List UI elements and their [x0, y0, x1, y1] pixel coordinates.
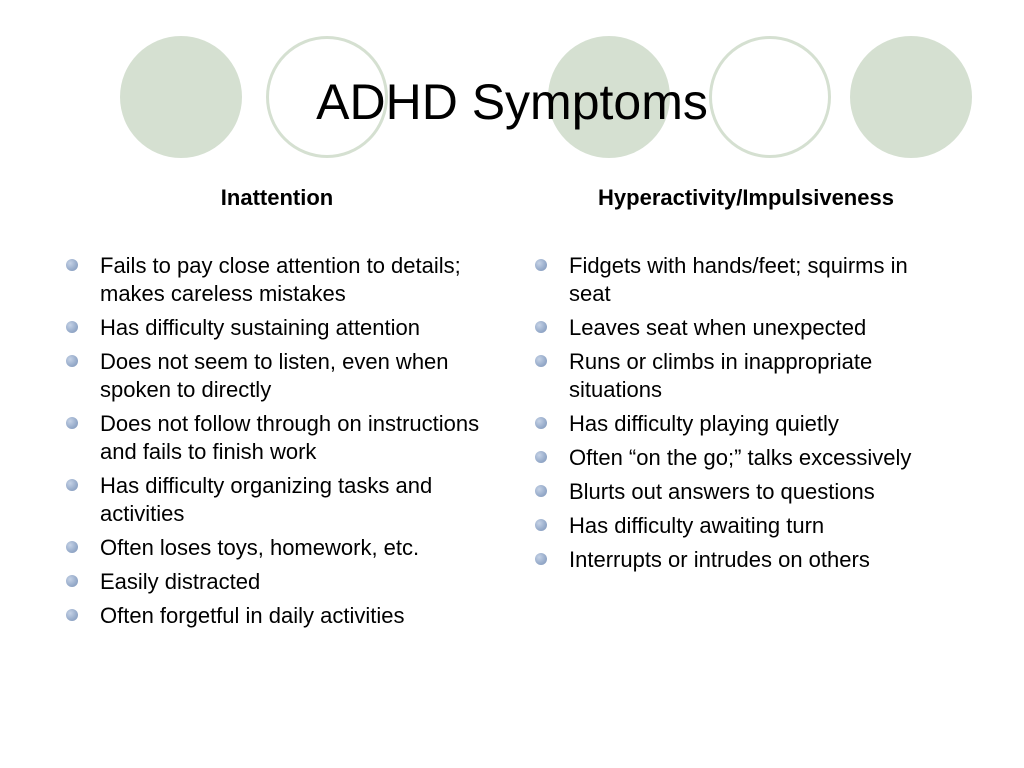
list-item [535, 314, 955, 342]
bullet-icon [66, 355, 78, 367]
list-item-text: Has difficulty playing quietly [569, 411, 839, 436]
hyperactivity-list [535, 252, 955, 580]
list-item [66, 472, 506, 528]
bullet-icon [535, 553, 547, 565]
slide-title: ADHD Symptoms [316, 74, 708, 130]
list-item-text: Often loses toys, homework, etc. [100, 535, 420, 560]
list-item [66, 410, 506, 466]
list-item-text: Does not follow through on instructions and fails to finish work [100, 411, 480, 464]
bullet-icon [66, 259, 78, 271]
list-item [66, 602, 506, 630]
bullet-icon [535, 417, 547, 429]
list-item [66, 314, 506, 342]
list-item [66, 252, 506, 308]
bullet-icon [535, 451, 547, 463]
hyperactivity-heading: Hyperactivity/Impulsiveness [598, 185, 894, 210]
list-item-text: Often “on the go;” talks excessively [569, 445, 912, 470]
list-item-text: Does not seem to listen, even when spoken to directly [100, 349, 449, 402]
list-item [535, 444, 955, 472]
list-item [535, 546, 955, 574]
bullet-icon [535, 259, 547, 271]
list-item-text: Often forgetful in daily activities [100, 603, 405, 628]
bullet-icon [66, 417, 78, 429]
list-item-text: Runs or climbs in inappropriate situations [569, 349, 873, 402]
list-item-text: Interrupts or intrudes on others [569, 547, 870, 572]
list-item-text: Leaves seat when unexpected [569, 315, 867, 340]
bullet-icon [66, 321, 78, 333]
list-item-text: Blurts out answers to questions [569, 479, 875, 504]
list-item [535, 348, 955, 404]
bullet-icon [66, 479, 78, 491]
bullet-icon [66, 609, 78, 621]
list-item-text: Has difficulty awaiting turn [569, 513, 825, 538]
list-item [535, 512, 955, 540]
bullet-icon [535, 355, 547, 367]
list-item [66, 568, 506, 596]
list-item-text: Has difficulty sustaining attention [100, 315, 420, 340]
list-item [535, 410, 955, 438]
list-item [535, 252, 955, 308]
bullet-icon [66, 541, 78, 553]
bullet-icon [535, 321, 547, 333]
list-item [535, 478, 955, 506]
list-item [66, 348, 506, 404]
bullet-icon [535, 519, 547, 531]
inattention-list [66, 252, 506, 636]
list-item-text: Easily distracted [100, 569, 261, 594]
bullet-icon [535, 485, 547, 497]
list-item-text: Fidgets with hands/feet; squirms in seat [569, 253, 908, 306]
inattention-heading: Inattention [220, 185, 334, 210]
list-item [66, 534, 506, 562]
bullet-icon [66, 575, 78, 587]
list-item-text: Has difficulty organizing tasks and activities [100, 473, 433, 526]
list-item-text: Fails to pay close attention to details; makes careless mistakes [100, 253, 461, 306]
